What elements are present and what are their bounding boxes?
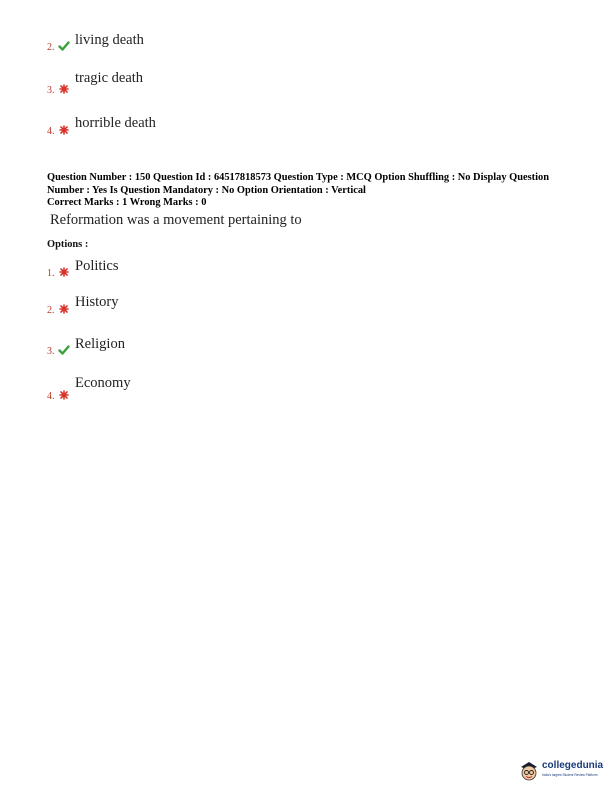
option-text: Religion <box>75 336 125 352</box>
option-number: 2. <box>47 42 55 53</box>
collegedunia-logo <box>518 757 608 785</box>
option-number: 1. <box>47 268 55 279</box>
option-number: 4. <box>47 126 55 137</box>
logo-brand: collegedunia <box>542 760 604 771</box>
logo-tagline: India's largest Student Review Platform <box>542 773 598 777</box>
option-text: History <box>75 294 119 310</box>
question-meta-line-2: Number : Yes Is Question Mandatory : No Option Orientation : Vertical <box>47 184 366 196</box>
option-number: 3. <box>47 346 55 357</box>
option-text: Politics <box>75 258 119 274</box>
question-text: Reformation was a movement pertaining to <box>50 212 302 228</box>
question-meta <box>47 172 577 210</box>
option-text: horrible death <box>75 115 156 131</box>
mascot-icon <box>518 757 540 783</box>
cross-icon <box>58 389 70 401</box>
option-text: living death <box>75 32 144 48</box>
cross-icon <box>58 266 70 278</box>
option-number: 3. <box>47 85 55 96</box>
cross-icon <box>58 124 70 136</box>
check-icon <box>58 40 70 52</box>
option-number: 2. <box>47 305 55 316</box>
options-label: Options : <box>47 239 89 250</box>
cross-icon <box>58 303 70 315</box>
option-text: tragic death <box>75 70 144 86</box>
cross-icon <box>58 83 70 95</box>
option-number: 4. <box>47 391 55 402</box>
option-text: Economy <box>75 375 131 391</box>
check-icon <box>58 344 70 356</box>
question-meta-line-1: Question Number : 150 Question Id : 64517818573 Question Type : MCQ Option Shuffling : No Display Question <box>47 172 549 183</box>
question-marks: Correct Marks : 1 Wrong Marks : 0 <box>47 197 207 208</box>
